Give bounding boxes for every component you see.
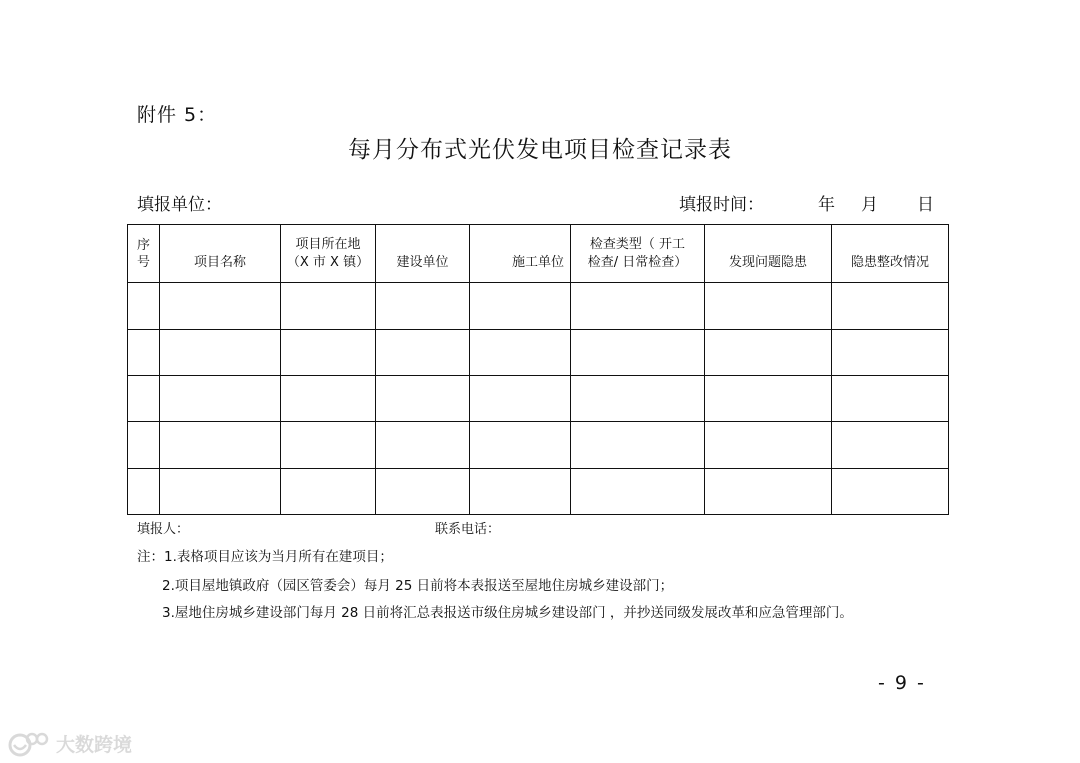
watermark	[8, 730, 132, 757]
column-header-contractor: 施工单位	[470, 225, 571, 283]
column-header-hazards-found: 发现问题隐患	[705, 225, 832, 283]
watermark-text: 大数跨境	[56, 734, 133, 756]
column-header-construction-unit: 建设单位	[376, 225, 470, 283]
column-header-inspection-type: 检查类型（ 开工 检查/ 日常检查）	[571, 225, 705, 283]
table-row	[128, 376, 949, 422]
bubble-logo-icon	[8, 731, 52, 757]
table-row	[128, 283, 949, 329]
year-label: 年	[818, 195, 835, 215]
table-header-row	[128, 225, 949, 283]
table-row	[128, 329, 949, 375]
column-header-project-name: 项目名称	[160, 225, 281, 283]
filler-label: 填报人：	[137, 522, 190, 537]
table-row	[128, 468, 949, 514]
note-1: 注：1.表格项目应该为当月所有在建项目；	[137, 549, 393, 565]
inspection-record-table	[127, 224, 949, 515]
column-header-rectification: 隐患整改情况	[832, 225, 949, 283]
page-number: - 9 -	[878, 672, 926, 694]
note-3: 3.屋地住房城乡建设部门每月 28 日前将汇总表报送市级住房城乡建设部门 ，并抄送同级发展改革和应急管理部门。	[162, 605, 853, 621]
day-label: 日	[917, 195, 934, 215]
fill-unit-label: 填报单位：	[137, 195, 222, 215]
column-header-location: 项目所在地 （X 市 X 镇）	[281, 225, 376, 283]
fill-time-label: 填报时间：	[679, 195, 764, 215]
column-header-seq: 序 号	[128, 225, 160, 283]
attachment-label: 附件 5：	[137, 104, 218, 126]
document-title: 每月分布式光伏发电项目检查记录表	[348, 137, 732, 163]
table-row	[128, 422, 949, 468]
note-2: 2.项目屋地镇政府（园区管委会）每月 25 日前将本表报送至屋地住房城乡建设部门；	[162, 578, 674, 594]
month-label: 月	[861, 195, 878, 215]
contact-phone-label: 联系电话：	[435, 522, 501, 537]
